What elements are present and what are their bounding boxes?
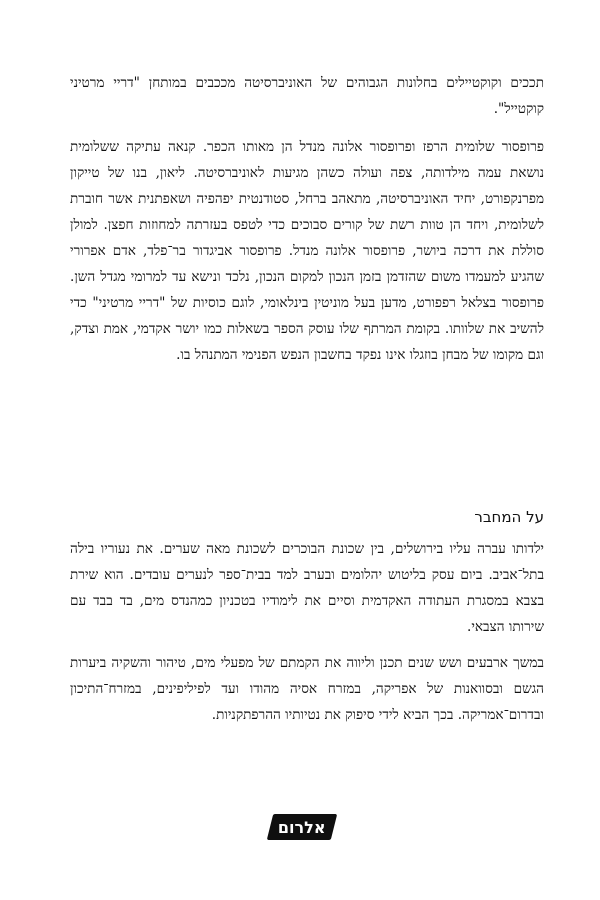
synopsis-paragraph: פרופסור שלומית הרפז ופרופסור אלונה מנדל הן מאותו הכפר. קנאה עתיקה ששלומית נושאת עמה מילדותה, צפה ועולה כשהן מגיעות לאוניברסיטה. ליאון, בנו של טייקון מפרנקפורט, יחיד האוניברסיטה, מתאהב ברחל, סטודנטית יפהפיה ושאפתנית אשר חוברת לשלומית, ויחד הן טוות רשת של קורים סבוכים כדי לטפס בעזרתה למחוזות חפצן. למולן סוללת את דרכה ביושר, פרופסור אלונה מנדל. פרופסור אביגדור בר־פלד, אדם אפרורי שהגיע למעמדו משום שהזדמן בזמן הנכון למקום הנכון, נלכד ונישא עד למרומי מגדל השן. פרופסור בצלאל רפפורט, מדען בעל מוניטין בינלאומי, לוגם כוסיות של "דריי מרטיני" כדי להשיב את שלוותו. בקומת המרתף שלו עוסק הספר בשאלות כמו יושר אקדמי, אמת וצדק, וגם מקומו של מבחן בוזגלו אינו נפקד בחשבון הנפש הפנימי המתנהל בו. [70,139,544,363]
about-author-heading: על המחבר [474,508,544,526]
about-author-paragraph: במשך ארבעים ושש שנים תכנן וליווה את הקמתם של מפעלי מים, טיהור והשקיה ביערות הגשם ובסוואנות של אפריקה, במזרח אסיה מהודו ועד לפיליפינים, במזרח־התיכון ובדרום־אמריקה. בכך הביא לידי סיפוק את נטיותיו ההרפתקניות. [70,655,544,723]
about-author-block [70,504,544,728]
about-author-paragraph: ילדותו עברה עליו בירושלים, בין שכונת הבוכרים לשכונת מאה שערים. את נעוריו בילה בתל־אביב. ביום עסק בליטוש יהלומים ובערב למד בבית־ספר לנערים עובדים. הוא שירת בצבא במסגרת העתודה האקדמית וסיים את לימודיו בטכניון כמהנדס מים, בד בבד עם שירותו הצבאי. [70,541,544,635]
publisher-name: אלרום [278,817,326,837]
synopsis-paragraph: תככים וקוקטיילים בחלונות הגבוהים של האוניברסיטה מככבים במותחן "דריי מרטיני קוקטייל". [70,75,544,117]
synopsis-block [70,70,544,368]
publisher-logo [267,814,337,840]
